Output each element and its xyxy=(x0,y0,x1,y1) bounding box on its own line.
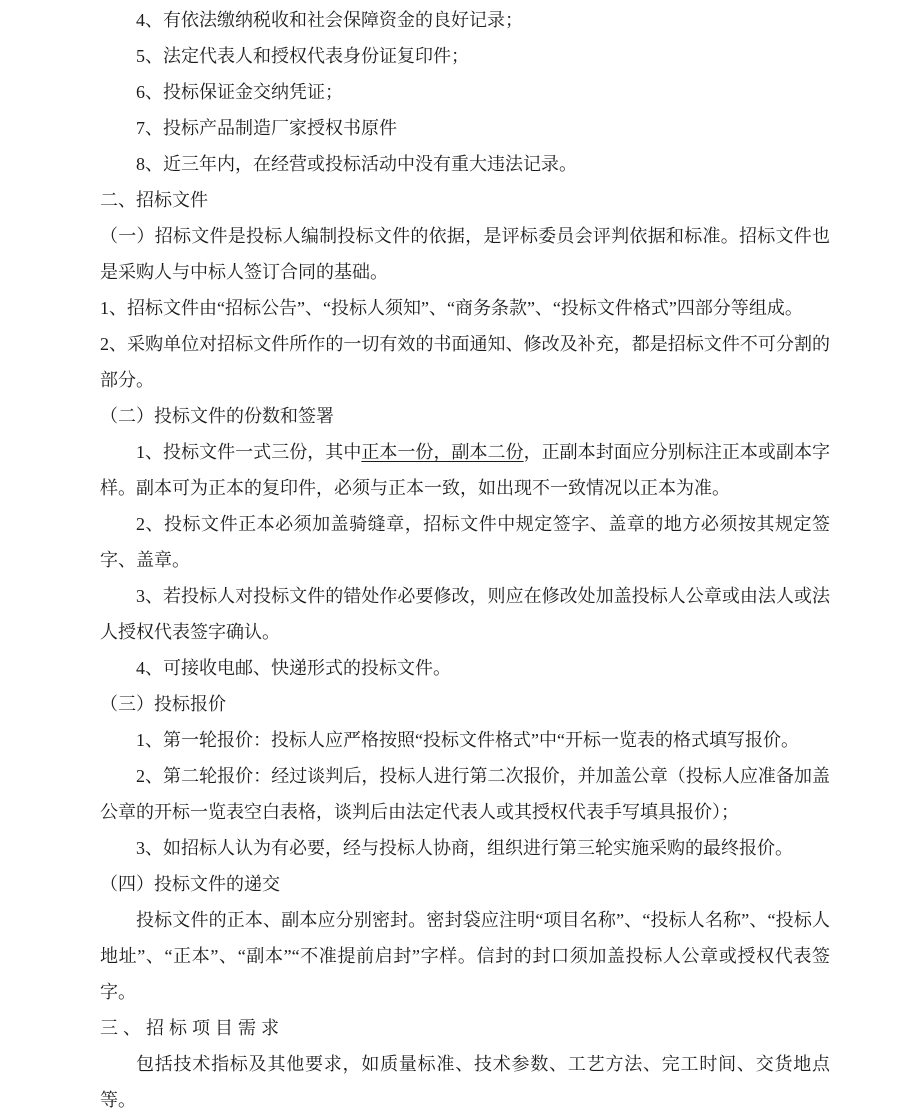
subsection-3-item-3: 3、如招标人认为有必要，经与投标人协商，组织进行第三轮实施采购的最终报价。 xyxy=(136,838,793,858)
subsection-2-item-4: 4、可接收电邮、快递形式的投标文件。 xyxy=(136,658,451,678)
subsection-3-heading: （三）投标报价 xyxy=(100,694,226,714)
subsection-4-heading: （四）投标文件的递交 xyxy=(100,874,280,894)
intro-list-item-6: 6、投标保证金交纳凭证； xyxy=(136,82,343,102)
subsection-2-item-2: 2、投标文件正本必须加盖骑缝章，招标文件中规定签字、盖章的地方必须按其规定签字、盖章。 xyxy=(100,514,830,570)
subsection-2-item-3: 3、若投标人对投标文件的错处作必要修改，则应在修改处加盖投标人公章或由法人或法人授权代表签字确认。 xyxy=(100,586,830,642)
subsection-2-item-1-pre: 1、投标文件一式三份，其中 xyxy=(136,442,362,462)
intro-list-item-7: 7、投标产品制造厂家授权书原件 xyxy=(136,118,397,138)
section-2-heading: 二、招标文件 xyxy=(100,190,208,210)
section-2-paragraph-2: 1、招标文件由“招标公告”、“投标人须知”、“商务条款”、“投标文件格式”四部分等组成。 xyxy=(100,298,803,318)
subsection-2-item-1 xyxy=(100,434,830,506)
intro-list-item-5: 5、法定代表人和授权代表身份证复印件； xyxy=(136,46,469,66)
section-3-paragraph: 包括技术指标及其他要求，如质量标准、技术参数、工艺方法、完工时间、交货地点等。 xyxy=(100,1054,830,1110)
subsection-4-paragraph: 投标文件的正本、副本应分别密封。密封袋应注明“项目名称”、“投标人名称”、“投标人地址”、“正本”、“副本”“不准提前启封”字样。信封的封口须加盖投标人公章或授权代表签字。 xyxy=(100,910,830,1002)
subsection-3-item-1: 1、第一轮报价：投标人应严格按照“投标文件格式”中“开标一览表的格式填写报价。 xyxy=(136,730,799,750)
section-3-heading: 三、招标项目需求 xyxy=(100,1018,284,1038)
section-2-paragraph-3: 2、采购单位对招标文件所作的一切有效的书面通知、修改及补充，都是招标文件不可分割的部分。 xyxy=(100,334,830,390)
intro-list-item-4: 4、有依法缴纳税收和社会保障资金的良好记录； xyxy=(136,10,523,30)
subsection-2-heading: （二）投标文件的份数和签署 xyxy=(100,406,334,426)
subsection-3-item-2: 2、第二轮报价：经过谈判后，投标人进行第二次报价，并加盖公章（投标人应准备加盖公章的开标一览表空白表格，谈判后由法定代表人或其授权代表手写填具报价）； xyxy=(100,766,830,822)
subsection-2-item-1-underlined-text: 正本一份，副本二份 xyxy=(361,442,524,462)
subsection-2-item-1-post: ，正副本封面应分别标注正本或副本字样。副本可为正本的复印件，必须与正本一致，如出现不一致情况以正本为准。 xyxy=(100,442,831,498)
section-2-paragraph-1: （一）招标文件是投标人编制投标文件的依据，是评标委员会评判依据和标准。招标文件也是采购人与中标人签订合同的基础。 xyxy=(100,226,830,282)
intro-list-item-8: 8、近三年内，在经营或投标活动中没有重大违法记录。 xyxy=(136,154,577,174)
